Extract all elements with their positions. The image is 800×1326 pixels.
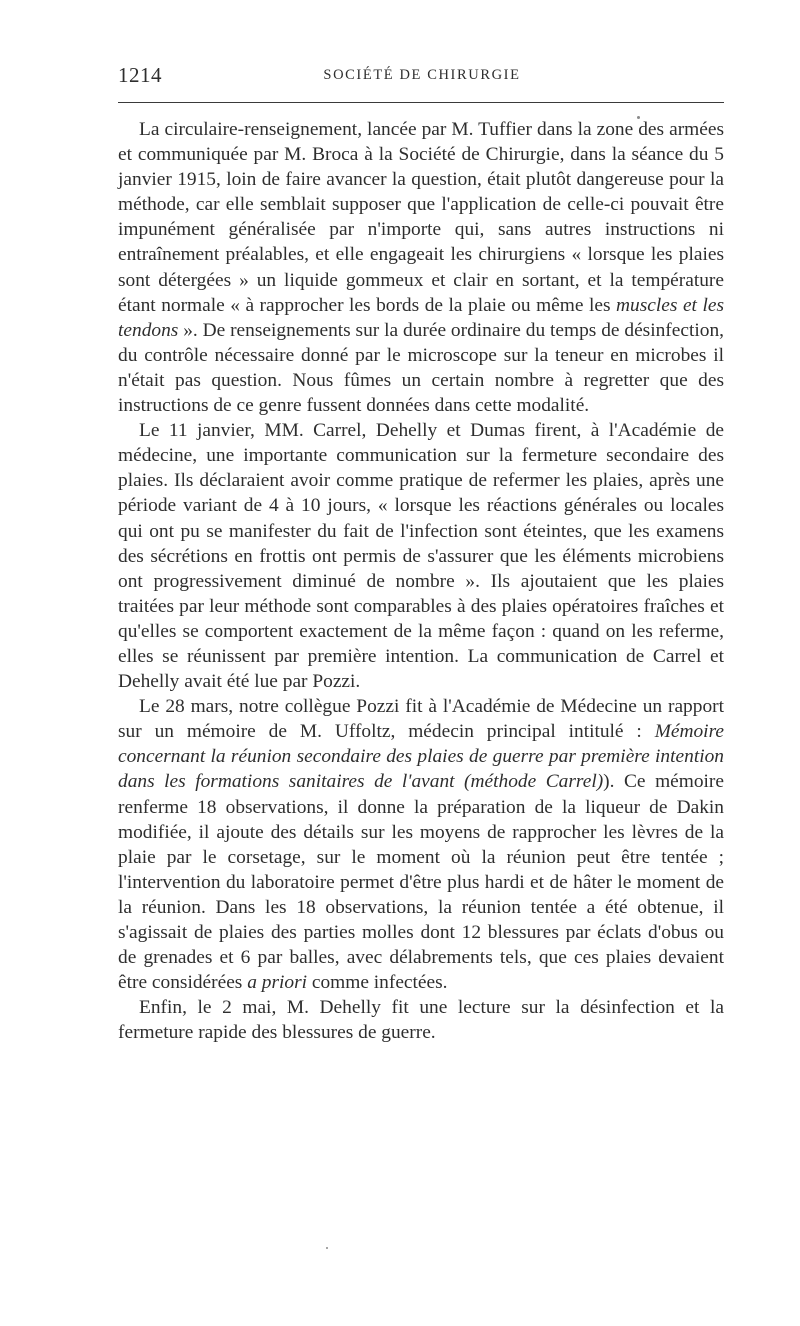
text-run: comme infectées.: [307, 972, 448, 994]
text-run: Le 11 janvier, MM. Carrel, Dehelly et Dumas firent, à l'Académie de médecine, une importante communication sur la fermeture secondaire des plaies. Ils déclaraient avoir comme pratique de refermer les plaies, après une période variant de 4 à 10 jours, « lorsque les réactions générales ou locales qui ont pu se manifester du fait de l'infection sont éteintes, que les examens des sécrétions en frottis ont permis de s'assurer que les éléments microbiens ont progressivement diminué de nombre ». Ils ajoutaient que les plaies traitées par leur méthode sont comparables à des plaies opératoires fraîches et qu'elles se comportent exactement de la même façon : quand on les referme, elles se réunissent par première intention. La communication de Carrel et Dehelly avait été lue par Pozzi.: [118, 420, 724, 693]
text-run: ). Ce mémoire renferme 18 observations, il donne la préparation de la liqueur de Dakin modifiée, il ajoute des détails sur les moyens de rapprocher les lèvres de la plaie par le corsetage, sur le moment où la réunion peut être tentée ; l'intervention du laboratoire permet d'être plus hardi et de hâter le moment de la réunion. Dans les 18 observations, la réunion tentée a été obtenue, il s'agissait de plaies des parties molles dont 12 blessures par éclats d'obus ou de grenades et 6 par balles, avec délabrements tels, que ces plaies devaient être considérées: [118, 771, 724, 994]
italic-run: a priori: [247, 972, 308, 994]
paragraph-28-mars: [118, 694, 724, 995]
italic-run: muscles et les tendons: [118, 294, 724, 341]
paragraph-11-janvier: [118, 418, 724, 694]
text-run: Enfin, le 2 mai, M. Dehelly fit une lecture sur la désinfection et la fermeture rapide des blessures de guerre.: [118, 997, 724, 1044]
running-head: SOCIÉTÉ DE CHIRURGIE: [323, 67, 521, 83]
page-header: [118, 63, 726, 93]
print-speck: [326, 1247, 328, 1249]
text-run: Le 28 mars, notre collègue Pozzi fit à l'Académie de Médecine un rapport sur un mémoire de M. Uffoltz, médecin principal intitulé :: [118, 696, 724, 743]
text-run: La circulaire-renseignement, lancée par M. Tuffier dans la zone des armées et communiquée par M. Broca à la Société de Chirurgie, dans la séance du 5 janvier 1915, loin de faire avancer la question, était plutôt dangereuse pour la méthode, car elle semblait supposer que l'application de celle-ci pouvait être impunément généralisée par n'importe qui, sans autres instructions ni entraînement préalables, et elle engageait les chirurgiens « lorsque les plaies sont détergées » un liquide gommeux et clair en sortant, et la température étant normale « à rapprocher les bords de la plaie ou même les: [118, 119, 724, 316]
page-number: 1214: [118, 63, 162, 87]
paragraph-2-mai: [118, 995, 724, 1045]
body-text: [118, 117, 724, 1045]
paragraph-circulaire: [118, 117, 724, 418]
header-rule: [118, 102, 724, 103]
text-run: ». De renseignements sur la durée ordinaire du temps de désinfection, du contrôle nécessaire donné par le microscope sur la teneur en microbes il n'était pas question. Nous fûmes un certain nombre à regretter que des instructions de ce genre fussent données dans cette modalité.: [118, 319, 724, 417]
print-speck: [637, 116, 640, 119]
italic-run: Mémoire concernant la réunion secondaire des plaies de guerre par première intention dans les formations sanitaires de l'avant (méthode Carrel): [118, 721, 724, 793]
